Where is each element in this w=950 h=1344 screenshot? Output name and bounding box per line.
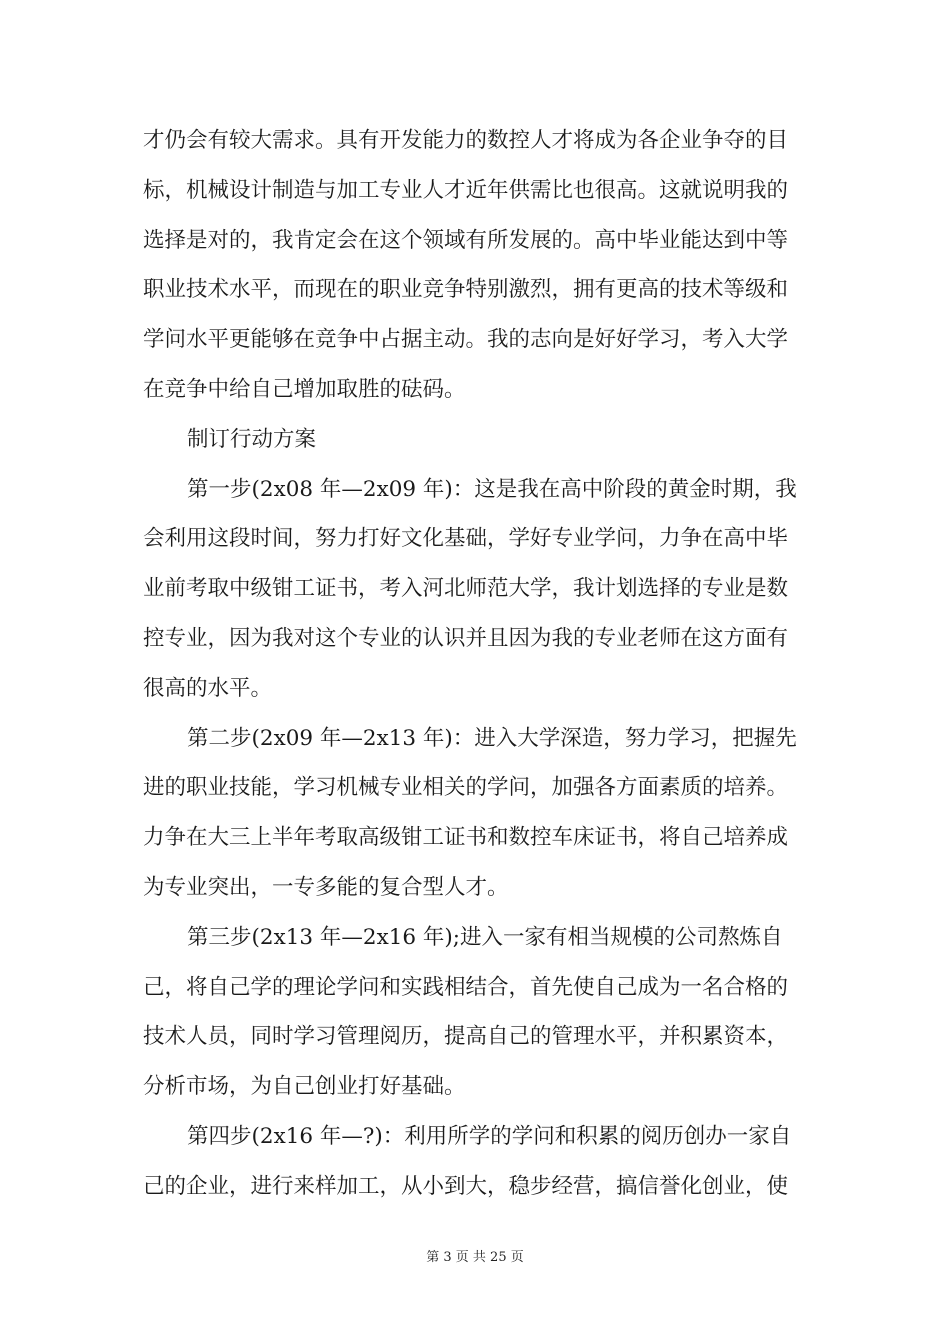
text-line: 在竞争中给自己增加取胜的砝码。 (143, 376, 466, 402)
text-line: 分析市场，为自己创业打好基础。 (143, 1074, 466, 1100)
text-line: 第三步(2x13 年—2x16 年);进入一家有相当规模的公司熬炼自 (187, 924, 783, 950)
text-line: 很高的水平。 (143, 675, 273, 701)
text-line: 进的职业技能，学习机械专业相关的学问，加强各方面素质的培养。 (143, 775, 789, 801)
text-line: 技术人员，同时学习管理阅历，提高自己的管理水平，并积累资本， (143, 1024, 789, 1050)
text-line: 会利用这段时间，努力打好文化基础，学好专业学问，力争在高中毕 (143, 526, 789, 552)
text-line: 业前考取中级钳工证书，考入河北师范大学，我计划选择的专业是数 (143, 576, 789, 602)
text-line: 选择是对的，我肯定会在这个领域有所发展的。高中毕业能达到中等 (143, 227, 789, 253)
text-line: 控专业，因为我对这个专业的认识并且因为我的专业老师在这方面有 (143, 625, 789, 651)
text-line: 第四步(2x16 年—?)：利用所学的学问和积累的阅历创办一家自 (187, 1123, 792, 1149)
text-line: 己的企业，进行来样加工，从小到大，稳步经营，搞信誉化创业，使 (143, 1173, 789, 1199)
text-line: 第二步(2x09 年—2x13 年)：进入大学深造，努力学习，把握先 (187, 725, 797, 751)
text-line: 职业技术水平，而现在的职业竞争特别激烈，拥有更高的技术等级和 (143, 277, 789, 303)
text-line: 力争在大三上半年考取高级钳工证书和数控车床证书，将自己培养成 (143, 825, 789, 851)
text-line: 己，将自己学的理论学问和实践相结合，首先使自己成为一名合格的 (143, 974, 789, 1000)
document-body (143, 116, 807, 1212)
text-line: 为专业突出，一专多能的复合型人才。 (143, 874, 509, 900)
text-line: 才仍会有较大需求。具有开发能力的数控人才将成为各企业争夺的目 (143, 128, 789, 153)
text-line: 学问水平更能够在竞争中占据主动。我的志向是好好学习，考入大学 (143, 327, 789, 353)
text-line: 标，机械设计制造与加工专业人才近年供需比也很高。这就说明我的 (143, 177, 789, 203)
page-number-footer: 第 3 页 共 25 页 (426, 1250, 524, 1265)
text-line: 第一步(2x08 年—2x09 年)：这是我在高中阶段的黄金时期，我 (187, 476, 797, 502)
section-heading: 制订行动方案 (187, 426, 317, 452)
